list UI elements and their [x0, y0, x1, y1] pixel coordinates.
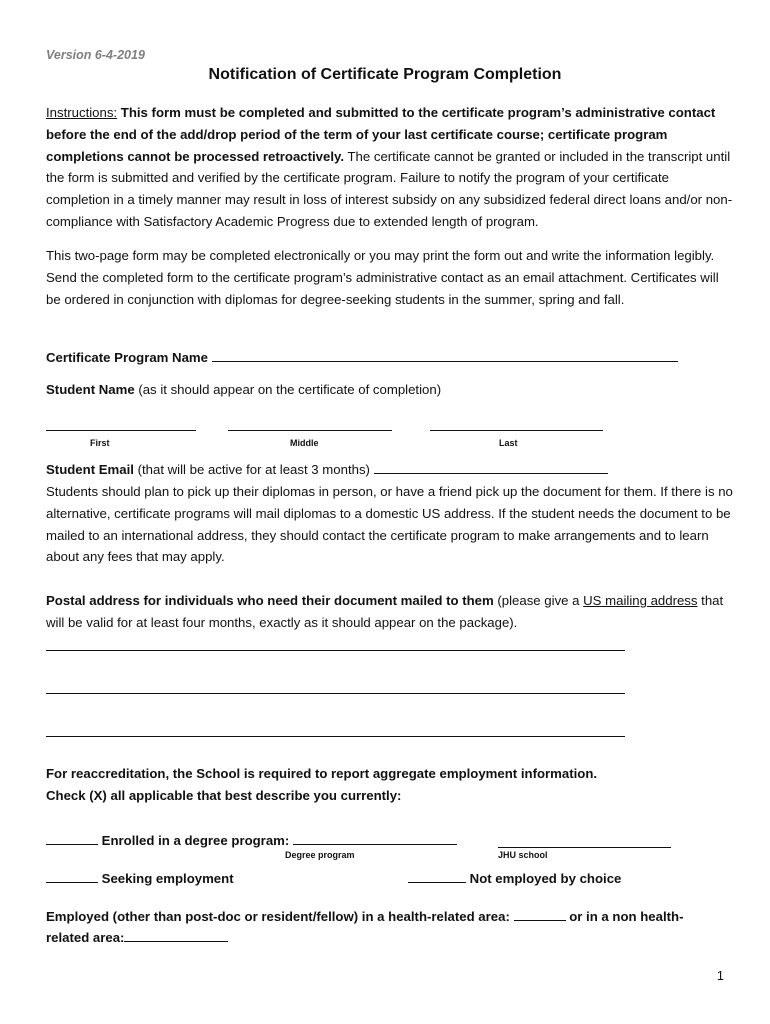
enrolled-checkbox-blank[interactable] — [46, 831, 98, 845]
degree-program-caption: Degree program — [285, 850, 355, 860]
student-name-note: (as it should appear on the certificate of completion) — [134, 382, 442, 397]
postal-line-2[interactable] — [46, 693, 625, 694]
enrolled-label: Enrolled in a degree program: — [101, 833, 290, 848]
student-email-note: (that will be active for at least 3 months) — [133, 462, 374, 477]
postal-note-link: US mailing address — [583, 593, 698, 608]
instructions-label: Instructions: — [46, 105, 118, 120]
page-title: Notification of Certificate Program Completion — [208, 66, 562, 83]
employed-row — [46, 907, 683, 924]
postal-line-3[interactable] — [46, 736, 625, 737]
employed-label: Employed (other than post-doc or resident/fellow) in a health-related area: — [46, 909, 510, 924]
related-area-row — [46, 928, 228, 945]
enrolled-row — [46, 831, 457, 848]
employed-health-blank[interactable] — [514, 907, 566, 921]
postal-line-1[interactable] — [46, 650, 625, 651]
degree-program-field[interactable] — [293, 831, 457, 845]
employed-non-health-label: or in a non health- — [569, 909, 684, 924]
related-area-blank[interactable] — [124, 928, 228, 942]
program-name-row — [46, 348, 678, 365]
student-email-row — [46, 460, 608, 477]
first-name-field[interactable] — [46, 430, 196, 431]
not-employed-row — [408, 869, 621, 886]
program-name-field[interactable] — [212, 348, 678, 362]
seeking-row — [46, 869, 234, 886]
program-name-label: Certificate Program Name — [46, 350, 208, 365]
pickup-paragraph: Students should plan to pick up their diplomas in person, or have a friend pick up the document for them. If there is no alternative, certificate programs will mail diplomas to a domestic US address. If the student needs the document to be mailed to an international address, they should contact the certificate program to make arrangements and to learn about any fees that may apply. — [46, 484, 733, 565]
last-name-field[interactable] — [430, 430, 603, 431]
related-area-label: related area: — [46, 930, 125, 945]
student-name-row — [46, 382, 441, 397]
instructions-bold-text: This form must be completed and submitted to the certificate program’s administrative contact before the end of the add/drop period of the term of your last certificate course; certificate program completions cannot be processed retroactively. — [46, 105, 716, 164]
version-label: Version 6-4-2019 — [46, 48, 145, 62]
seeking-checkbox-blank[interactable] — [46, 869, 98, 883]
reaccreditation-line-2: Check (X) all applicable that best describe you currently: — [46, 788, 402, 803]
postal-note-b: that will be valid for at least four months, exactly as it should appear on the package). — [46, 593, 724, 630]
instructions-text: The certificate cannot be granted or included in the transcript until the form is submitted and verified by the certificate program. Failure to notify the program of your certificate completion in a timely manner may result in loss of interest subsidy on any subsidized federal direct loans and/or non-compliance with Satisfactory Academic Progress due to extended length of program. — [46, 148, 733, 229]
not-employed-label: Not employed by choice — [469, 871, 622, 886]
submission-paragraph: This two-page form may be completed electronically or you may print the form out and write the information legibly. Send the completed form to the certificate program’s administrative contact as an email attachment. Certificates will be ordered in conjunction with diplomas for degree-seeking students in the summer, spring and fall. — [46, 248, 719, 307]
instructions-paragraph — [46, 102, 736, 233]
not-employed-checkbox-blank[interactable] — [408, 869, 466, 883]
jhu-school-field[interactable] — [498, 847, 671, 848]
student-email-field[interactable] — [374, 460, 608, 474]
student-name-label: Student Name — [46, 382, 135, 397]
postal-label: Postal address for individuals who need their document mailed to them — [46, 593, 494, 608]
reaccreditation-line-1: For reaccreditation, the School is required to report aggregate employment information. — [46, 766, 598, 781]
jhu-school-caption: JHU school — [498, 850, 548, 860]
page-number: 1 — [716, 968, 724, 983]
postal-paragraph — [46, 590, 736, 634]
postal-note-a: (please give a — [493, 593, 584, 608]
seeking-label: Seeking employment — [101, 871, 234, 886]
middle-name-field[interactable] — [228, 430, 392, 431]
first-name-caption: First — [90, 438, 110, 448]
student-email-label: Student Email — [46, 462, 134, 477]
middle-name-caption: Middle — [290, 438, 319, 448]
last-name-caption: Last — [499, 438, 518, 448]
